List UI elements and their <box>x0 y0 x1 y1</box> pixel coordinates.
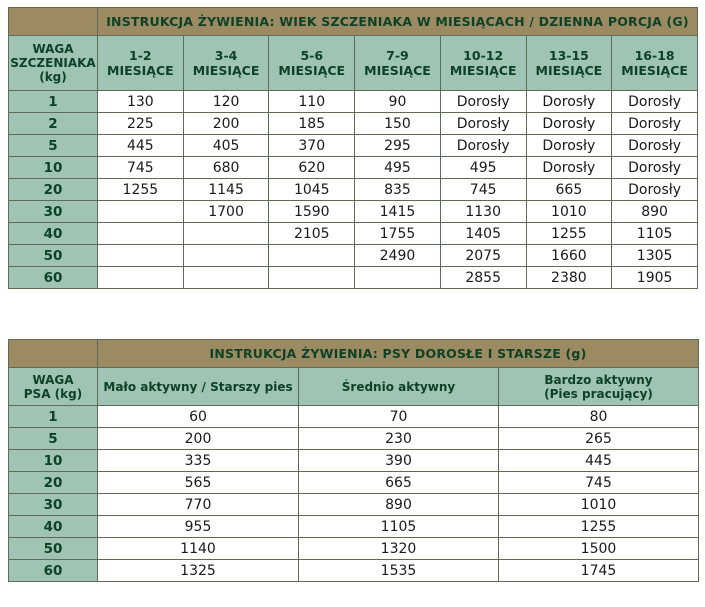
adult-table-title: INSTRUKCJA ŻYWIENIA: PSY DOROSŁE I STARSZE (g) <box>98 340 699 368</box>
puppy-portion-cell: 680 <box>183 157 269 179</box>
puppy-portion-cell: Dorosły <box>440 91 526 113</box>
puppy-portion-cell: 1905 <box>612 267 698 289</box>
adult-column-header-line: Bardzo aktywny <box>544 372 653 387</box>
puppy-table-row <box>9 179 698 201</box>
puppy-portion-cell: Dorosły <box>612 157 698 179</box>
puppy-column-header <box>355 36 441 91</box>
adult-table-row <box>9 538 699 560</box>
puppy-portion-cell: Dorosły <box>526 157 612 179</box>
puppy-portion-cell: 225 <box>98 113 184 135</box>
puppy-portion-cell: 745 <box>98 157 184 179</box>
puppy-portion-cell: 745 <box>440 179 526 201</box>
adult-portion-cell: 565 <box>98 472 299 494</box>
puppy-table-row <box>9 201 698 223</box>
adult-feeding-table <box>8 339 699 582</box>
puppy-portion-cell: 405 <box>183 135 269 157</box>
puppy-weight-header-line: (kg) <box>39 70 67 84</box>
puppy-row-weight: 1 <box>9 91 98 113</box>
puppy-column-header <box>440 36 526 91</box>
puppy-table-row <box>9 267 698 289</box>
puppy-row-weight: 2 <box>9 113 98 135</box>
puppy-portion-cell: 495 <box>355 157 441 179</box>
puppy-portion-cell: 1255 <box>526 223 612 245</box>
adult-portion-cell: 770 <box>98 494 299 516</box>
puppy-column-header-line: 16-18 <box>634 48 675 63</box>
adult-portion-cell: 335 <box>98 450 299 472</box>
puppy-portion-cell: 120 <box>183 91 269 113</box>
puppy-row-weight: 5 <box>9 135 98 157</box>
adult-portion-cell: 955 <box>98 516 299 538</box>
puppy-portion-cell: Dorosły <box>612 91 698 113</box>
puppy-column-header <box>98 36 184 91</box>
puppy-portion-cell: 2075 <box>440 245 526 267</box>
puppy-column-header <box>183 36 269 91</box>
puppy-portion-cell: 835 <box>355 179 441 201</box>
puppy-row-weight: 60 <box>9 267 98 289</box>
puppy-portion-cell: 1045 <box>269 179 355 201</box>
puppy-portion-cell: 150 <box>355 113 441 135</box>
puppy-portion-cell: 1755 <box>355 223 441 245</box>
puppy-portion-cell: 890 <box>612 201 698 223</box>
puppy-portion-cell: 1145 <box>183 179 269 201</box>
puppy-weight-header-line: SZCZENIAKA <box>10 56 96 70</box>
adult-weight-header-line: PSA (kg) <box>23 386 83 401</box>
adult-portion-cell: 1745 <box>499 560 699 582</box>
puppy-column-header-line: MIESIĄCE <box>364 63 431 78</box>
puppy-portion-cell: Dorosły <box>612 135 698 157</box>
puppy-portion-cell: 2380 <box>526 267 612 289</box>
puppy-column-header <box>612 36 698 91</box>
puppy-table-row <box>9 91 698 113</box>
puppy-column-header-line: MIESIĄCE <box>278 63 346 78</box>
puppy-portion-cell <box>183 267 269 289</box>
adult-row-weight: 1 <box>9 406 98 428</box>
adult-header-row <box>9 368 699 406</box>
adult-table-row <box>9 472 699 494</box>
puppy-column-header-line: 5-6 <box>300 48 324 63</box>
adult-portion-cell: 890 <box>299 494 499 516</box>
puppy-portion-cell: 665 <box>526 179 612 201</box>
puppy-portion-cell: 2105 <box>269 223 355 245</box>
adult-portion-cell: 1320 <box>299 538 499 560</box>
puppy-portion-cell <box>98 201 184 223</box>
adult-column-header-line: Mało aktywny / Starszy pies <box>103 379 293 394</box>
puppy-portion-cell: 1700 <box>183 201 269 223</box>
puppy-header-row <box>9 36 698 91</box>
puppy-portion-cell: Dorosły <box>612 179 698 201</box>
adult-table-row <box>9 516 699 538</box>
adult-portion-cell: 665 <box>299 472 499 494</box>
puppy-row-weight: 40 <box>9 223 98 245</box>
puppy-portion-cell: 1130 <box>440 201 526 223</box>
adult-table-row <box>9 494 699 516</box>
puppy-table-row <box>9 113 698 135</box>
puppy-portion-cell: 1405 <box>440 223 526 245</box>
adult-portion-cell: 1500 <box>499 538 699 560</box>
puppy-portion-cell: 110 <box>269 91 355 113</box>
puppy-column-header-line: 3-4 <box>214 48 238 63</box>
puppy-portion-cell: 1255 <box>98 179 184 201</box>
puppy-portion-cell: 620 <box>269 157 355 179</box>
puppy-portion-cell: Dorosły <box>526 135 612 157</box>
puppy-column-header-line: 13-15 <box>548 48 589 63</box>
puppy-title-spacer <box>9 8 98 36</box>
puppy-portion-cell: 200 <box>183 113 269 135</box>
puppy-column-header-line: MIESIĄCE <box>449 63 517 78</box>
puppy-table-title: INSTRUKCJA ŻYWIENIA: WIEK SZCZENIAKA W MIESIĄCACH / DZIENNA PORCJA (G) <box>98 8 698 36</box>
adult-title-spacer <box>9 340 98 368</box>
adult-row-weight: 60 <box>9 560 98 582</box>
adult-portion-cell: 1535 <box>299 560 499 582</box>
puppy-portion-cell: 1415 <box>355 201 441 223</box>
puppy-column-header-line: MIESIĄCE <box>621 63 688 78</box>
puppy-portion-cell <box>269 245 355 267</box>
adult-table-row <box>9 428 699 450</box>
adult-table-row <box>9 406 699 428</box>
puppy-portion-cell <box>269 267 355 289</box>
adult-weight-header <box>9 368 98 406</box>
puppy-portion-cell: 1660 <box>526 245 612 267</box>
puppy-feeding-table <box>8 7 698 289</box>
puppy-portion-cell: 495 <box>440 157 526 179</box>
adult-table-row <box>9 560 699 582</box>
puppy-row-weight: 50 <box>9 245 98 267</box>
puppy-portion-cell: 370 <box>269 135 355 157</box>
puppy-portion-cell: 445 <box>98 135 184 157</box>
puppy-row-weight: 10 <box>9 157 98 179</box>
puppy-title-row <box>9 8 698 36</box>
adult-portion-cell: 1010 <box>499 494 699 516</box>
puppy-portion-cell <box>183 245 269 267</box>
adult-table-row <box>9 450 699 472</box>
adult-title-row <box>9 340 699 368</box>
adult-portion-cell: 200 <box>98 428 299 450</box>
adult-portion-cell: 230 <box>299 428 499 450</box>
puppy-column-header <box>526 36 612 91</box>
puppy-portion-cell <box>98 223 184 245</box>
puppy-portion-cell: 130 <box>98 91 184 113</box>
adult-weight-header-line: WAGA <box>32 372 74 387</box>
puppy-portion-cell <box>98 267 184 289</box>
adult-portion-cell: 80 <box>499 406 699 428</box>
puppy-column-header-line: MIESIĄCE <box>535 63 603 78</box>
adult-column-header-line: (Pies pracujący) <box>544 386 653 401</box>
puppy-portion-cell: 185 <box>269 113 355 135</box>
puppy-portion-cell: 2855 <box>440 267 526 289</box>
adult-portion-cell: 1105 <box>299 516 499 538</box>
puppy-table-row <box>9 245 698 267</box>
puppy-column-header <box>269 36 355 91</box>
adult-column-header <box>299 368 499 406</box>
adult-row-weight: 20 <box>9 472 98 494</box>
puppy-portion-cell: 1010 <box>526 201 612 223</box>
adult-row-weight: 30 <box>9 494 98 516</box>
adult-column-header <box>499 368 699 406</box>
adult-portion-cell: 390 <box>299 450 499 472</box>
puppy-portion-cell <box>98 245 184 267</box>
puppy-row-weight: 20 <box>9 179 98 201</box>
puppy-column-header-line: 1-2 <box>129 48 152 63</box>
puppy-portion-cell: Dorosły <box>526 91 612 113</box>
adult-row-weight: 10 <box>9 450 98 472</box>
puppy-weight-header-line: WAGA <box>32 42 74 56</box>
adult-column-header <box>98 368 299 406</box>
puppy-table-row <box>9 135 698 157</box>
adult-portion-cell: 1255 <box>499 516 699 538</box>
puppy-portion-cell: 1590 <box>269 201 355 223</box>
adult-column-header-line: Średnio aktywny <box>341 379 456 394</box>
adult-portion-cell: 445 <box>499 450 699 472</box>
adult-row-weight: 40 <box>9 516 98 538</box>
adult-row-weight: 50 <box>9 538 98 560</box>
puppy-portion-cell: 1105 <box>612 223 698 245</box>
puppy-column-header-line: MIESIĄCE <box>192 63 260 78</box>
puppy-column-header-line: MIESIĄCE <box>107 63 174 78</box>
puppy-column-header-line: 10-12 <box>463 48 504 63</box>
puppy-row-weight: 30 <box>9 201 98 223</box>
adult-portion-cell: 60 <box>98 406 299 428</box>
puppy-weight-header <box>9 36 98 91</box>
puppy-portion-cell: 90 <box>355 91 441 113</box>
adult-portion-cell: 745 <box>499 472 699 494</box>
puppy-portion-cell <box>355 267 441 289</box>
puppy-table-row <box>9 157 698 179</box>
adult-row-weight: 5 <box>9 428 98 450</box>
adult-portion-cell: 1140 <box>98 538 299 560</box>
puppy-portion-cell: Dorosły <box>440 113 526 135</box>
puppy-column-header-line: 7-9 <box>386 48 409 63</box>
adult-portion-cell: 265 <box>499 428 699 450</box>
adult-portion-cell: 70 <box>299 406 499 428</box>
puppy-portion-cell: 295 <box>355 135 441 157</box>
puppy-portion-cell: Dorosły <box>440 135 526 157</box>
puppy-table-row <box>9 223 698 245</box>
puppy-portion-cell <box>183 223 269 245</box>
adult-portion-cell: 1325 <box>98 560 299 582</box>
puppy-portion-cell: 2490 <box>355 245 441 267</box>
puppy-portion-cell: 1305 <box>612 245 698 267</box>
puppy-portion-cell: Dorosły <box>526 113 612 135</box>
puppy-portion-cell: Dorosły <box>612 113 698 135</box>
